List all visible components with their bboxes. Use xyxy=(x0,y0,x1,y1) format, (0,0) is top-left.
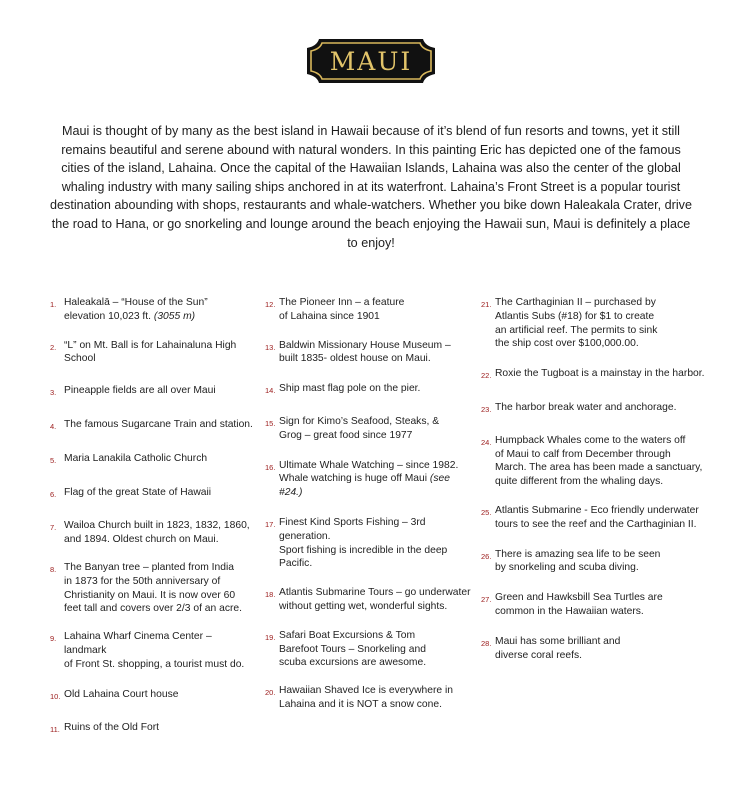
item-number: 18. xyxy=(265,590,276,600)
item-number: 2. xyxy=(50,342,57,352)
item-number: 5. xyxy=(50,455,57,465)
item-text: Maria Lanakila Catholic Church xyxy=(64,452,208,464)
legend-item-24 xyxy=(481,434,721,489)
item-text: The Carthaginian II – purchased by Atlantis Subs (#18) for $1 to create an artificial reef. The permits to sink the ship cost over $100,000.00. xyxy=(495,297,658,350)
item-number: 4. xyxy=(50,421,57,431)
legend-item-5 xyxy=(50,452,255,468)
item-number: 11. xyxy=(50,725,60,735)
item-number: 6. xyxy=(50,489,57,499)
item-number: 1. xyxy=(50,300,57,309)
intro-paragraph: Maui is thought of by many as the best island in Hawaii because of it’s blend of fun resorts and towns, yet it still remains beautiful and serene abound with natural wonders. In this painting Eric has depicted one of the famous cities of the island, Lahaina. Once the capital of the Hawaiian Islands, Lahaina was also the center of the global whaling industry with many sailing ships anchored in at its waterfront. Lahaina’s Front Street is a popular tourist destination abounding with shops, restaurants and whale-watchers. Whether you bike down Haleakala Crater, drive the road to Hana, or go snorkeling and lounge around the beach enjoying the Hawaii sun, Maui is definitely a place to enjoy! xyxy=(50,124,692,250)
legend-item-15 xyxy=(265,415,475,443)
maui-logo xyxy=(305,37,437,85)
legend-item-4 xyxy=(50,418,255,434)
legend-item-14 xyxy=(265,382,475,398)
item-text: Green and Hawksbill Sea Turtles are common in the Hawaiian waters. xyxy=(495,592,663,617)
legend-item-3 xyxy=(50,384,255,400)
item-number: 8. xyxy=(50,564,57,574)
item-number: 22. xyxy=(481,371,492,381)
item-number: 7. xyxy=(50,523,57,533)
legend-item-21 xyxy=(481,296,721,351)
legend-item-23 xyxy=(481,401,721,417)
item-number: 3. xyxy=(50,388,57,398)
legend-item-8 xyxy=(50,561,255,616)
legend-column-2 xyxy=(265,296,475,712)
item-number: 14. xyxy=(265,386,276,396)
item-text: Ruins of the Old Fort xyxy=(64,722,159,734)
item-text: The Banyan tree – planted from India in 1873 for the 50th anniversary of Christianity on Maui. It is now over 60 feet tall and covers over 2/3 of an acre. xyxy=(64,561,243,615)
item-number: 15. xyxy=(265,418,276,428)
legend-item-1 xyxy=(50,296,255,324)
legend-item-6 xyxy=(50,486,255,502)
item-number: 25. xyxy=(481,507,492,517)
item-text: “L” on Mt. Ball is for Lahainaluna High School xyxy=(64,339,237,365)
item-text: Ship mast flag pole on the pier. xyxy=(279,383,421,395)
logo-text: MAUI xyxy=(329,46,413,76)
item-text: Haleakalā – “House of the Sun” elevation 10,023 ft. (3055 m) xyxy=(64,297,208,322)
legend-item-22 xyxy=(481,367,721,383)
item-text: Old Lahaina Court house xyxy=(64,688,179,700)
item-text: Atlantis Submarine Tours – go underwater without getting wet, wonderful sights. xyxy=(279,587,471,612)
legend-item-27 xyxy=(481,591,721,619)
item-text: Finest Kind Sports Fishing – 3rd generation. Sport fishing is incredible in the deep Pacific. xyxy=(279,516,448,570)
legend-item-7 xyxy=(50,519,255,547)
item-text: The famous Sugarcane Train and station. xyxy=(64,418,253,430)
item-text: Safari Boat Excursions & Tom Barefoot Tours – Snorkeling and scuba excursions are awesome. xyxy=(279,629,427,669)
legend-item-28 xyxy=(481,635,721,663)
item-number: 9. xyxy=(50,634,57,644)
legend-item-9 xyxy=(50,630,255,671)
item-number: 24. xyxy=(481,437,492,447)
item-text: Sign for Kimo’s Seafood, Steaks, & Grog – great food since 1977 xyxy=(279,415,440,441)
item-text: There is amazing sea life to be seen by snorkeling and scuba diving. xyxy=(495,548,661,574)
legend-item-20 xyxy=(265,684,475,712)
item-text: Ultimate Whale Watching – since 1982. Whale watching is huge off Maui (see #24.) xyxy=(279,459,459,499)
item-number: 13. xyxy=(265,342,276,352)
item-number: 16. xyxy=(265,462,276,472)
legend-item-26 xyxy=(481,548,721,576)
item-text: Baldwin Missionary House Museum – built 1835- oldest house on Maui. xyxy=(279,339,451,365)
item-number: 21. xyxy=(481,300,492,309)
item-number: 20. xyxy=(265,688,276,698)
item-text: Wailoa Church built in 1823, 1832, 1860, and 1894. Oldest church on Maui. xyxy=(64,520,250,546)
item-text: Maui has some brilliant and diverse coral reefs. xyxy=(495,635,621,661)
item-text: Lahaina Wharf Cinema Center – landmark of Front St. shopping, a tourist must do. xyxy=(64,631,245,670)
legend-item-2 xyxy=(50,339,255,367)
legend-item-19 xyxy=(265,629,475,670)
legend-item-10 xyxy=(50,688,255,704)
item-text: The Pioneer Inn – a feature of Lahaina since 1901 xyxy=(279,297,405,322)
item-text: Roxie the Tugboat is a mainstay in the harbor. xyxy=(495,368,705,380)
legend-item-13 xyxy=(265,339,475,367)
legend-item-16 xyxy=(265,459,475,500)
item-text: Pineapple fields are all over Maui xyxy=(64,385,216,397)
item-text: Hawaiian Shaved Ice is everywhere in Lahaina and it is NOT a snow cone. xyxy=(279,685,453,710)
item-number: 10. xyxy=(50,691,61,701)
legend-column-3 xyxy=(481,296,721,662)
item-text: Atlantis Submarine - Eco friendly underwater tours to see the reef and the Carthaginian II. xyxy=(495,504,699,530)
item-number: 19. xyxy=(265,632,276,642)
legend-item-11 xyxy=(50,721,255,737)
legend-item-12 xyxy=(265,296,475,324)
item-number: 27. xyxy=(481,595,492,605)
item-text: Flag of the great State of Hawaii xyxy=(64,486,212,498)
legend-item-25 xyxy=(481,504,721,532)
item-number: 12. xyxy=(265,300,276,309)
legend-column-1 xyxy=(50,296,255,737)
legend-item-17 xyxy=(265,516,475,571)
item-number: 17. xyxy=(265,519,276,529)
item-text: The harbor break water and anchorage. xyxy=(495,401,677,413)
item-text: Humpback Whales come to the waters off of Maui to calf from December through March. The area has been made a sanctuary, quite different from the whaling days. xyxy=(495,434,703,488)
item-number: 23. xyxy=(481,404,492,414)
item-number: 26. xyxy=(481,551,492,561)
legend-item-18 xyxy=(265,586,475,614)
item-number: 28. xyxy=(481,638,492,648)
